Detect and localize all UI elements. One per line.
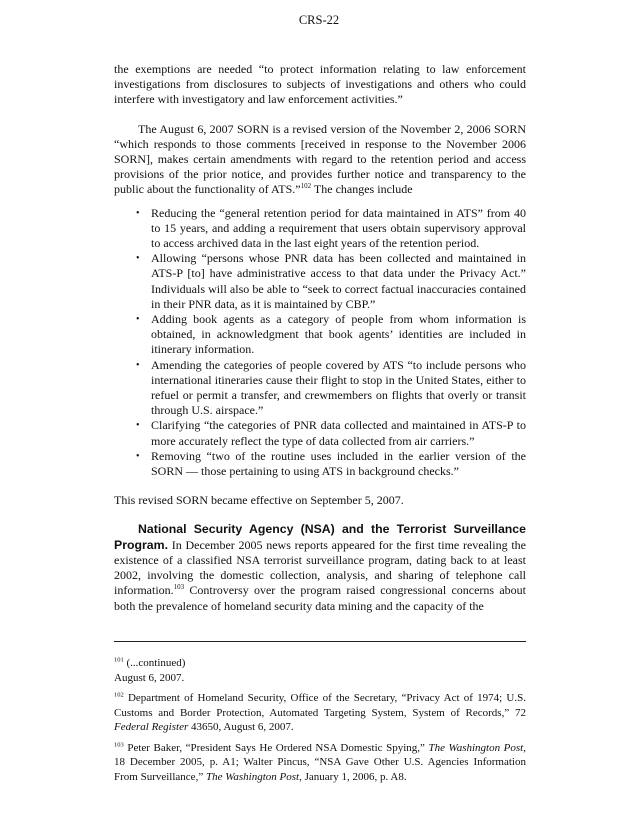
bullet-icon: • bbox=[136, 359, 140, 371]
footnote-text: Department of Homeland Security, Office of the Secretary, “Privacy Act of 1974; U.S. Customs and Border Protection, Automated Targeting System, System of Records,” 72 bbox=[114, 692, 526, 719]
footnote-text: 43650, August 6, 2007. bbox=[188, 721, 294, 733]
bullet-icon: • bbox=[136, 314, 140, 326]
footnote-ref-102[interactable]: 102 bbox=[300, 182, 312, 191]
paragraph-sorn-tail: The changes include bbox=[311, 182, 413, 197]
list-item-text: Clarifying “the categories of PNR data collected and maintained in ATS-P to more accurately reflect the type of data collected from air carriers.” bbox=[151, 418, 526, 448]
footnote-text: (...continued) bbox=[123, 657, 186, 669]
page-number: CRS-22 bbox=[298, 13, 340, 27]
list-item-text: Allowing “persons whose PNR data has been collected and maintained in ATS-P [to] have administrative access to that data under the Privacy Act.” Individuals will also be able to “seek to correct factual inaccuracies contained in their PNR data, as it is maintained by CBP.” bbox=[151, 251, 526, 311]
footnote-text: , January 1, 2006, p. A8. bbox=[299, 770, 407, 783]
footnote-italic: The Washington Post bbox=[428, 741, 524, 754]
list-item-text: Removing “two of the routine uses included in the earlier version of the SORN — those pertaining to using ATS in background checks.” bbox=[151, 448, 526, 479]
paragraph-exemptions: the exemptions are needed “to protect information relating to law enforcement investigations from disclosures to subjects of investigations and others who could interfere with investigatory and law enforcement activities.” bbox=[114, 62, 526, 107]
paragraph-nsa bbox=[114, 522, 526, 613]
footnote-103 bbox=[114, 741, 526, 785]
footnote-italic: The Washington Post bbox=[205, 770, 300, 783]
footnote-101 bbox=[114, 656, 526, 685]
footnote-divider bbox=[114, 641, 526, 642]
list-item-text: Reducing the “general retention period for data maintained in ATS” from 40 to 15 years, and adding a requirement that users obtain supervisory approval to access archived data in the last eight years of the retention period. bbox=[151, 205, 526, 251]
footnotes bbox=[114, 656, 526, 790]
list-item bbox=[136, 357, 526, 419]
list-item bbox=[136, 205, 526, 252]
footnote-ref-103[interactable]: 103 bbox=[173, 583, 185, 592]
footnote-text: Peter Baker, “President Says He Ordered NSA Domestic Spying,” bbox=[123, 741, 429, 754]
footnote-102 bbox=[114, 691, 526, 735]
changes-list bbox=[114, 206, 526, 480]
bullet-icon: • bbox=[136, 207, 140, 219]
footnote-italic: Federal Register bbox=[114, 721, 189, 733]
list-item bbox=[136, 312, 526, 358]
nsa-text: In December 2005 news reports appeared for the first time revealing the existence of a classified NSA terrorist surveillance program, dating back to at least 2002, involving the domestic collection, analysis, and sharing of telephone call information. bbox=[114, 537, 526, 598]
bullet-icon: • bbox=[136, 253, 140, 265]
paragraph-effective-date: This revised SORN became effective on September 5, 2007. bbox=[114, 493, 404, 508]
footnote-mark: 101 bbox=[114, 656, 124, 664]
section-heading-nsa: National Security Agency (NSA) and the Terrorist Surveillance Program. bbox=[114, 522, 526, 552]
nsa-text-continued: Controversy over the program raised congressional concerns about both the prevalence of homeland security data mining and the capacity of the bbox=[114, 583, 526, 613]
footnote-text: , 18 December 2005, p. A1; Walter Pincus, “NSA Gave Other U.S. Agencies Information From Surveillance,” bbox=[114, 741, 526, 783]
footnote-mark: 103 bbox=[114, 740, 124, 748]
body-text bbox=[114, 62, 526, 614]
list-item-text: Adding book agents as a category of people from whom information is obtained, in acknowledgment that book agents’ identities are included in itinerary information. bbox=[151, 312, 526, 357]
paragraph-sorn-text: The August 6, 2007 SORN is a revised version of the November 2, 2006 SORN “which responds to those comments [received in response to the November 2006 SORN], makes certain amendments with regard to the retention period and access provisions of the prior notice, and provides further notice and transparency to the public about the functionality of ATS.” bbox=[114, 121, 526, 197]
list-item-text: Amending the categories of people covered by ATS “to include persons who international itineraries cause their flight to stop in the United States, either to refuel or permit a transfer, and crewmembers on flights that overly or transit through U.S. airspace.” bbox=[151, 357, 526, 418]
list-item bbox=[136, 251, 526, 312]
list-item bbox=[136, 418, 526, 448]
paragraph-sorn-revision bbox=[114, 122, 526, 198]
bullet-icon: • bbox=[136, 450, 140, 462]
bullet-icon: • bbox=[136, 420, 140, 432]
footnote-text: August 6, 2007. bbox=[114, 671, 185, 684]
footnote-mark: 102 bbox=[114, 691, 124, 699]
list-item bbox=[136, 448, 526, 479]
